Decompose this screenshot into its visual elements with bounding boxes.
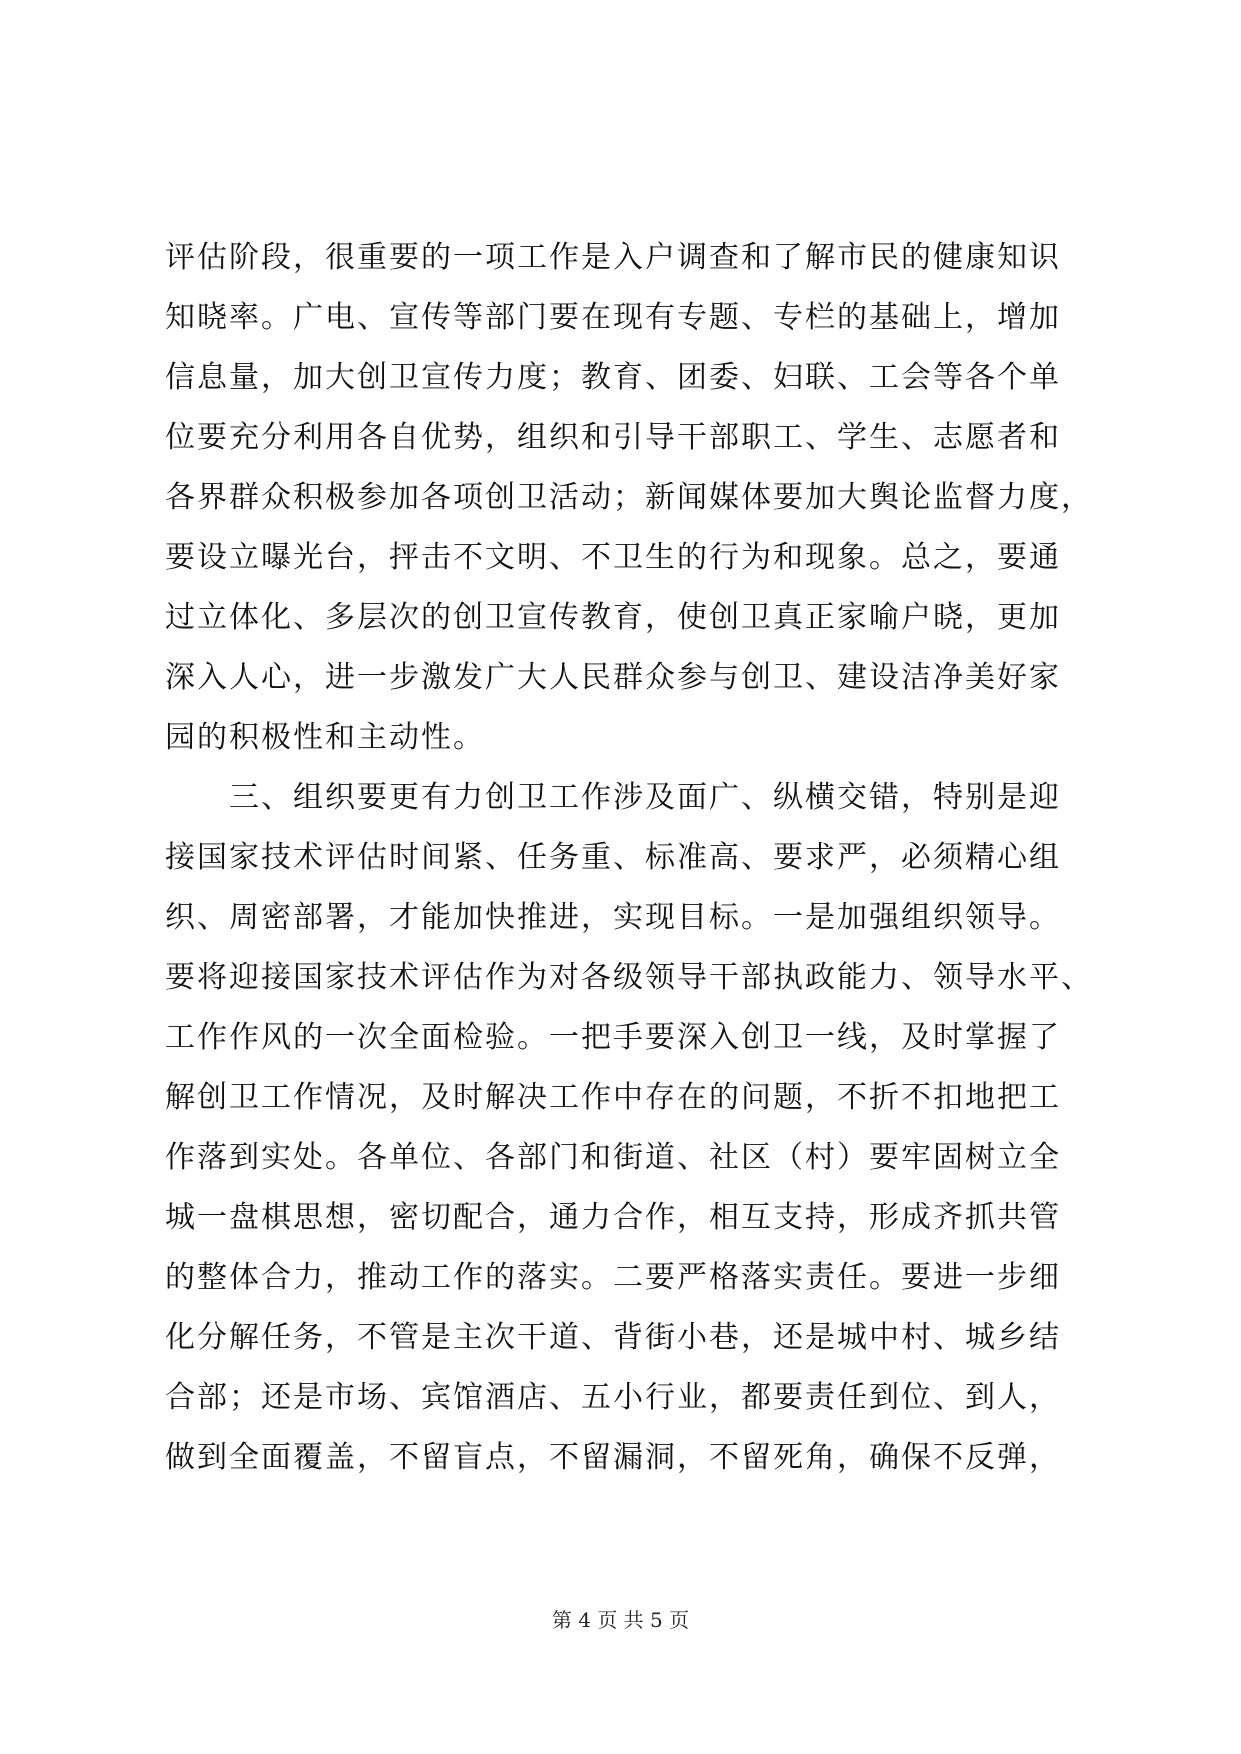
text-line: 信息量，加大创卫宣传力度；教育、团委、妇联、工会等各个单 <box>165 360 1061 395</box>
text-line: 过立体化、多层次的创卫宣传教育，使创卫真正家喻户晓，更加 <box>165 600 1061 635</box>
text-line: 做到全面覆盖，不留盲点，不留漏洞，不留死角，确保不反弹， <box>165 1440 1061 1475</box>
text-line: 的整体合力，推动工作的落实。二要严格落实责任。要进一步细 <box>165 1260 1061 1295</box>
page-footer <box>0 1606 1241 1634</box>
text-line: 要设立曝光台，抨击不文明、不卫生的行为和现象。总之，要通 <box>165 540 1061 575</box>
text-line: 知晓率。广电、宣传等部门要在现有专题、专栏的基础上，增加 <box>165 300 1061 335</box>
text-line: 作落到实处。各单位、各部门和街道、社区（村）要牢固树立全 <box>165 1140 1061 1175</box>
text-line: 织、周密部署，才能加快推进，实现目标。一是加强组织领导。 <box>165 900 1061 935</box>
text-line: 园的积极性和主动性。 <box>165 720 485 755</box>
text-line: 三、组织要更有力创卫工作涉及面广、纵横交错，特别是迎 <box>165 780 1061 815</box>
text-line: 城一盘棋思想，密切配合，通力合作，相互支持，形成齐抓共管 <box>165 1200 1061 1235</box>
text-line: 评估阶段，很重要的一项工作是入户调查和了解市民的健康知识 <box>165 240 1061 275</box>
text-line: 各界群众积极参加各项创卫活动；新闻媒体要加大舆论监督力度， <box>165 480 1093 515</box>
text-line: 位要充分利用各自优势，组织和引导干部职工、学生、志愿者和 <box>165 420 1061 455</box>
text-line: 要将迎接国家技术评估作为对各级领导干部执政能力、领导水平、 <box>165 960 1093 995</box>
text-line: 化分解任务，不管是主次干道、背街小巷，还是城中村、城乡结 <box>165 1320 1061 1355</box>
text-line: 工作作风的一次全面检验。一把手要深入创卫一线，及时掌握了 <box>165 1020 1061 1055</box>
body-text <box>165 228 1093 1488</box>
text-line: 深入人心，进一步激发广大人民群众参与创卫、建设洁净美好家 <box>165 660 1061 695</box>
text-line: 解创卫工作情况，及时解决工作中存在的问题，不折不扣地把工 <box>165 1080 1061 1115</box>
text-line: 合部；还是市场、宾馆酒店、五小行业，都要责任到位、到人， <box>165 1380 1061 1415</box>
text-line: 接国家技术评估时间紧、任务重、标准高、要求严，必须精心组 <box>165 840 1061 875</box>
page-number: 第 4 页 共 5 页 <box>551 1608 690 1632</box>
